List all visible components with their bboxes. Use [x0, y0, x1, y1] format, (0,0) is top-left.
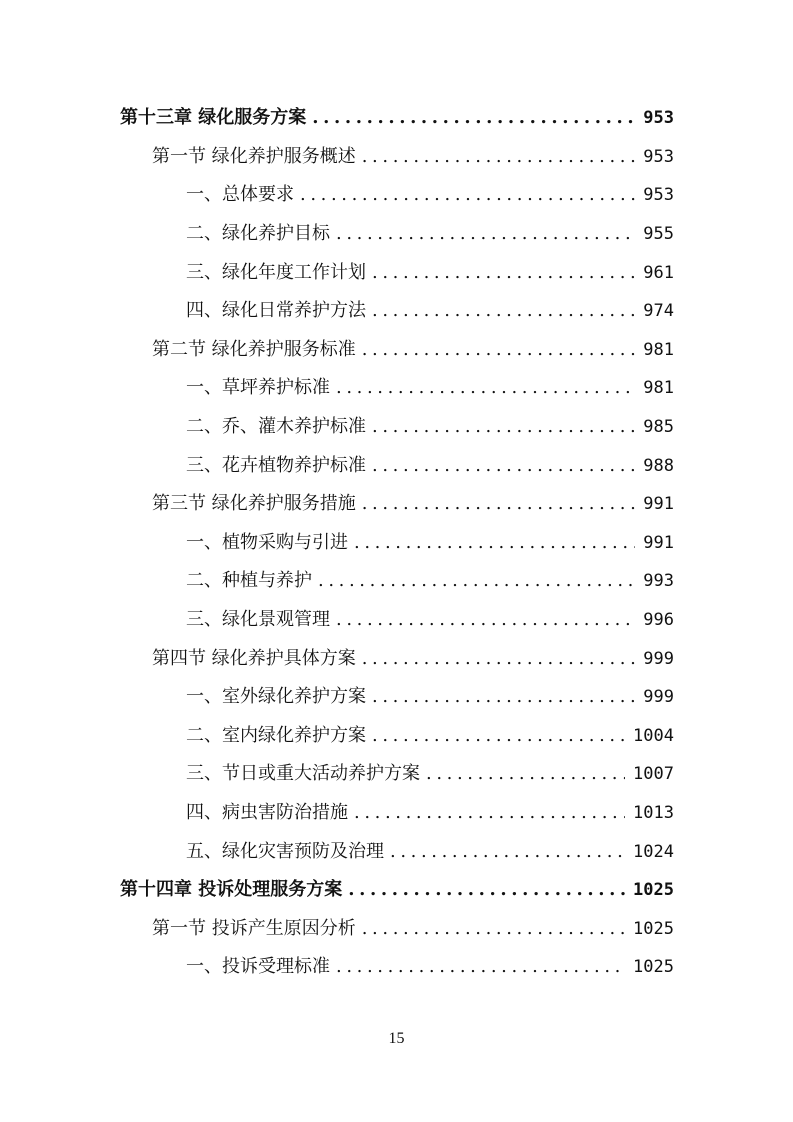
toc-subsection-entry[interactable]: [0, 562, 793, 601]
toc-entry-title: 二、室内绿化养护方案: [186, 724, 366, 746]
dot-leader: [372, 685, 635, 709]
toc-entry-title: 第一节 投诉产生原因分析: [152, 917, 356, 939]
toc-chapter-entry[interactable]: [0, 99, 793, 138]
dot-leader: [336, 955, 625, 979]
toc-subsection-entry[interactable]: [0, 794, 793, 833]
toc-entry-page: 953: [643, 185, 674, 206]
toc-subsection-entry[interactable]: [0, 408, 793, 447]
toc-entry-page: 991: [643, 532, 674, 553]
dot-leader: [426, 762, 625, 786]
toc-entry-title: 二、种植与养护: [186, 570, 312, 592]
dot-leader: [312, 106, 635, 130]
toc-section-entry[interactable]: [0, 485, 793, 524]
dot-leader: [336, 222, 635, 246]
toc-entry-page: 1007: [633, 764, 674, 785]
toc-entry-title: 第四节 绿化养护具体方案: [152, 647, 356, 669]
toc-entry-title: 三、绿化景观管理: [186, 609, 330, 631]
toc-entry-title: 四、病虫害防治措施: [186, 801, 348, 823]
toc-entry-page: 1004: [633, 725, 674, 746]
toc-entry-page: 996: [643, 610, 674, 631]
toc-entry-page: 953: [643, 146, 674, 167]
dot-leader: [372, 454, 635, 478]
toc-entry-title: 五、绿化灾害预防及治理: [186, 840, 384, 862]
table-of-contents: [0, 99, 793, 987]
dot-leader: [372, 724, 625, 748]
toc-entry-title: 三、花卉植物养护标准: [186, 454, 366, 476]
toc-entry-page: 1025: [633, 957, 674, 978]
toc-subsection-entry[interactable]: [0, 948, 793, 987]
toc-entry-page: 1024: [633, 841, 674, 862]
dot-leader: [336, 608, 635, 632]
toc-subsection-entry[interactable]: [0, 832, 793, 871]
toc-entry-title: 一、草坪养护标准: [186, 377, 330, 399]
toc-subsection-entry[interactable]: [0, 253, 793, 292]
toc-section-entry[interactable]: [0, 639, 793, 678]
toc-subsection-entry[interactable]: [0, 446, 793, 485]
toc-entry-page: 955: [643, 224, 674, 245]
dot-leader: [354, 801, 625, 825]
toc-subsection-entry[interactable]: [0, 524, 793, 563]
toc-entry-title: 第十三章 绿化服务方案: [120, 107, 307, 129]
dot-leader: [372, 299, 635, 323]
toc-entry-page: 981: [643, 378, 674, 399]
toc-section-entry[interactable]: [0, 909, 793, 948]
toc-subsection-entry[interactable]: [0, 601, 793, 640]
toc-entry-title: 一、投诉受理标准: [186, 956, 330, 978]
toc-entry-title: 一、总体要求: [186, 184, 294, 206]
toc-entry-page: 1013: [633, 802, 674, 823]
dot-leader: [372, 415, 635, 439]
dot-leader: [372, 261, 635, 285]
toc-entry-title: 二、乔、灌木养护标准: [186, 416, 366, 438]
toc-entry-page: 961: [643, 262, 674, 283]
toc-subsection-entry[interactable]: [0, 292, 793, 331]
toc-entry-title: 第二节 绿化养护服务标准: [152, 338, 356, 360]
dot-leader: [318, 569, 635, 593]
dot-leader: [362, 917, 625, 941]
toc-entry-page: 981: [643, 339, 674, 360]
dot-leader: [362, 647, 636, 671]
toc-subsection-entry[interactable]: [0, 755, 793, 794]
dot-leader: [362, 145, 636, 169]
toc-subsection-entry[interactable]: [0, 717, 793, 756]
toc-entry-title: 第一节 绿化养护服务概述: [152, 145, 356, 167]
toc-entry-page: 999: [643, 648, 674, 669]
dot-leader: [390, 840, 625, 864]
toc-section-entry[interactable]: [0, 138, 793, 177]
toc-entry-title: 三、节日或重大活动养护方案: [186, 763, 420, 785]
toc-subsection-entry[interactable]: [0, 369, 793, 408]
toc-entry-page: 1025: [633, 880, 674, 901]
toc-subsection-entry[interactable]: [0, 176, 793, 215]
toc-entry-title: 二、绿化养护目标: [186, 223, 330, 245]
toc-subsection-entry[interactable]: [0, 678, 793, 717]
toc-entry-title: 一、植物采购与引进: [186, 531, 348, 553]
toc-section-entry[interactable]: [0, 331, 793, 370]
dot-leader: [362, 492, 636, 516]
toc-subsection-entry[interactable]: [0, 215, 793, 254]
toc-entry-title: 一、室外绿化养护方案: [186, 686, 366, 708]
dot-leader: [348, 878, 625, 902]
page-number: 15: [388, 1030, 405, 1047]
toc-entry-page: 988: [643, 455, 674, 476]
toc-entry-title: 第十四章 投诉处理服务方案: [120, 879, 343, 901]
toc-entry-page: 953: [643, 108, 674, 129]
toc-entry-title: 第三节 绿化养护服务措施: [152, 493, 356, 515]
toc-entry-title: 四、绿化日常养护方法: [186, 300, 366, 322]
dot-leader: [354, 531, 635, 555]
toc-chapter-entry[interactable]: [0, 871, 793, 910]
toc-entry-page: 985: [643, 417, 674, 438]
toc-entry-page: 991: [643, 494, 674, 515]
dot-leader: [362, 338, 636, 362]
dot-leader: [336, 376, 635, 400]
toc-entry-page: 999: [643, 687, 674, 708]
dot-leader: [300, 183, 635, 207]
toc-entry-title: 三、绿化年度工作计划: [186, 261, 366, 283]
toc-entry-page: 974: [643, 301, 674, 322]
toc-entry-page: 993: [643, 571, 674, 592]
toc-entry-page: 1025: [633, 918, 674, 939]
